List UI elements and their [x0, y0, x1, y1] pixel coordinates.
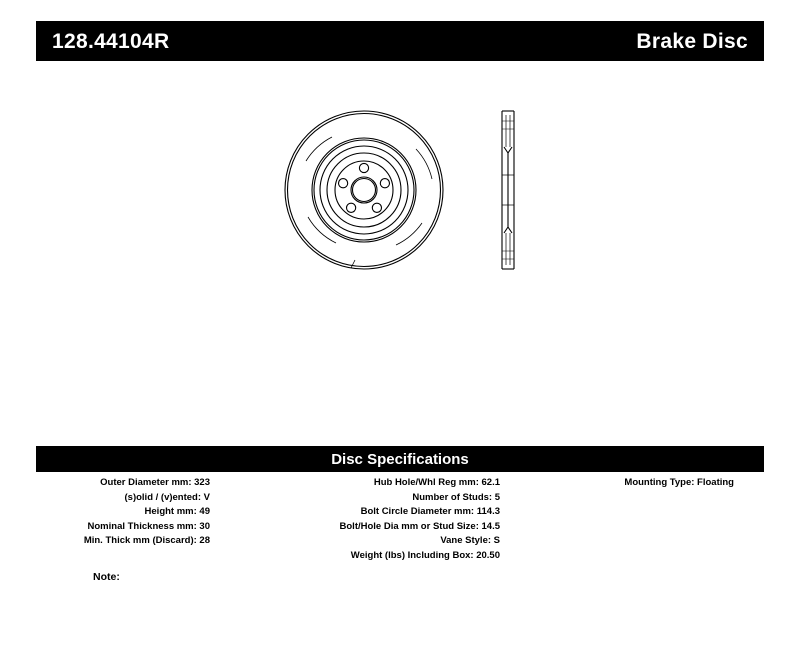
spec-item: Number of Studs: 5 — [412, 491, 500, 503]
spec-item: Weight (lbs) Including Box: 20.50 — [350, 549, 500, 561]
product-drawing — [36, 75, 764, 425]
spec-item: (s)olid / (v)ented: V — [124, 491, 210, 503]
disc-specifications-body — [36, 476, 764, 563]
rotor-face-view — [285, 111, 443, 269]
spec-column-left — [36, 476, 216, 549]
spec-item: Bolt Circle Diameter mm: 114.3 — [360, 506, 500, 517]
spec-item: Vane Style: S — [440, 535, 500, 546]
rotor-edge-view — [502, 111, 514, 269]
spec-column-middle — [216, 476, 506, 563]
header-bar — [36, 21, 764, 61]
disc-specifications-title: Disc Specifications — [331, 450, 469, 468]
note-row — [93, 571, 120, 583]
spec-column-right — [506, 476, 764, 491]
spec-item: Height mm: 49 — [144, 506, 210, 517]
product-type: Brake Disc — [636, 29, 748, 53]
spec-item: Bolt/Hole Dia mm or Stud Size: 14.5 — [339, 520, 500, 532]
spec-item: Mounting Type: Floating — [624, 477, 734, 488]
spec-item: Min. Thick mm (Discard): 28 — [83, 535, 210, 546]
part-number: 128.44104R — [52, 29, 170, 53]
note-label: Note: — [93, 571, 120, 583]
spec-item: Hub Hole/Whl Reg mm: 62.1 — [373, 477, 500, 488]
disc-specifications-header — [36, 446, 764, 472]
spec-item: Nominal Thickness mm: 30 — [87, 520, 210, 532]
spec-item: Outer Diameter mm: 323 — [100, 477, 210, 488]
